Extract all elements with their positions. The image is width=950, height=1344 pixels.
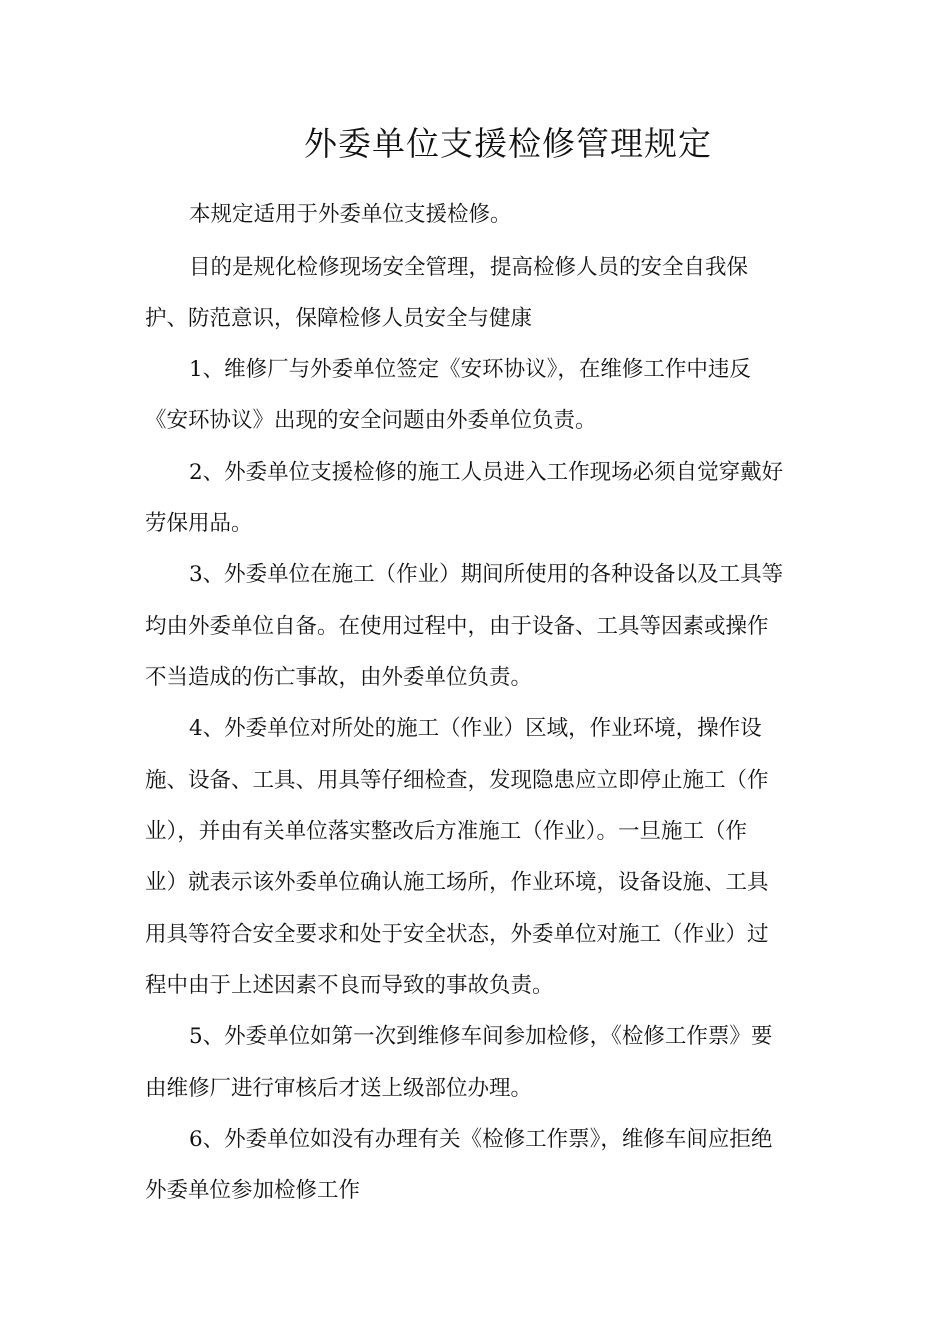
document-title: 外委单位支援检修管理规定 <box>304 124 712 163</box>
clause-3-line-2: 均由外委单位自备。在使用过程中，由于设备、工具等因素或操作 <box>145 614 769 639</box>
clause-2-line-1: 2、外委单位支援检修的施工人员进入工作现场必须自觉穿戴好 <box>189 460 784 485</box>
clause-4-line-4: 业）就表示该外委单位确认施工场所，作业环境，设备设施、工具 <box>145 870 769 895</box>
clause-5-line-1: 5、外委单位如第一次到维修车间参加检修，《检修工作票》要 <box>189 1024 773 1049</box>
clause-3-line-3: 不当造成的伤亡事故，由外委单位负责。 <box>145 665 533 690</box>
clause-4-line-5: 用具等符合安全要求和处于安全状态，外委单位对施工（作业）过 <box>145 922 769 947</box>
clause-6-line-2: 外委单位参加检修工作 <box>145 1178 361 1203</box>
clause-4-line-6: 程中由于上述因素不良而导致的事故负责。 <box>145 973 554 998</box>
clause-2-line-2: 劳保用品。 <box>145 511 253 536</box>
clause-1-line-1: 1、维修厂与外委单位签定《安环协议》，在维修工作中违反 <box>189 357 751 382</box>
clause-3-line-1: 3、外委单位在施工（作业）期间所使用的各种设备以及工具等 <box>189 562 784 587</box>
clause-4-line-2: 施、设备、工具、用具等仔细检查，发现隐患应立即停止施工（作 <box>145 768 769 793</box>
purpose-line-1: 目的是规化检修现场安全管理，提高检修人员的安全自我保 <box>189 255 749 280</box>
clause-5-line-2: 由维修厂进行审核后才送上级部位办理。 <box>145 1076 533 1101</box>
clause-4-line-3: 业），并由有关单位落实整改后方准施工（作业）。一旦施工（作 <box>145 819 748 844</box>
clause-6-line-1: 6、外委单位如没有办理有关《检修工作票》，维修车间应拒绝 <box>189 1127 773 1152</box>
clause-4-line-1: 4、外委单位对所处的施工（作业）区域，作业环境，操作设 <box>189 716 762 741</box>
clause-1-line-2: 《安环协议》出现的安全问题由外委单位负责。 <box>145 408 597 433</box>
purpose-line-2: 护、防范意识，保障检修人员安全与健康 <box>145 306 533 331</box>
intro-scope-line: 本规定适用于外委单位支援检修。 <box>189 202 512 227</box>
